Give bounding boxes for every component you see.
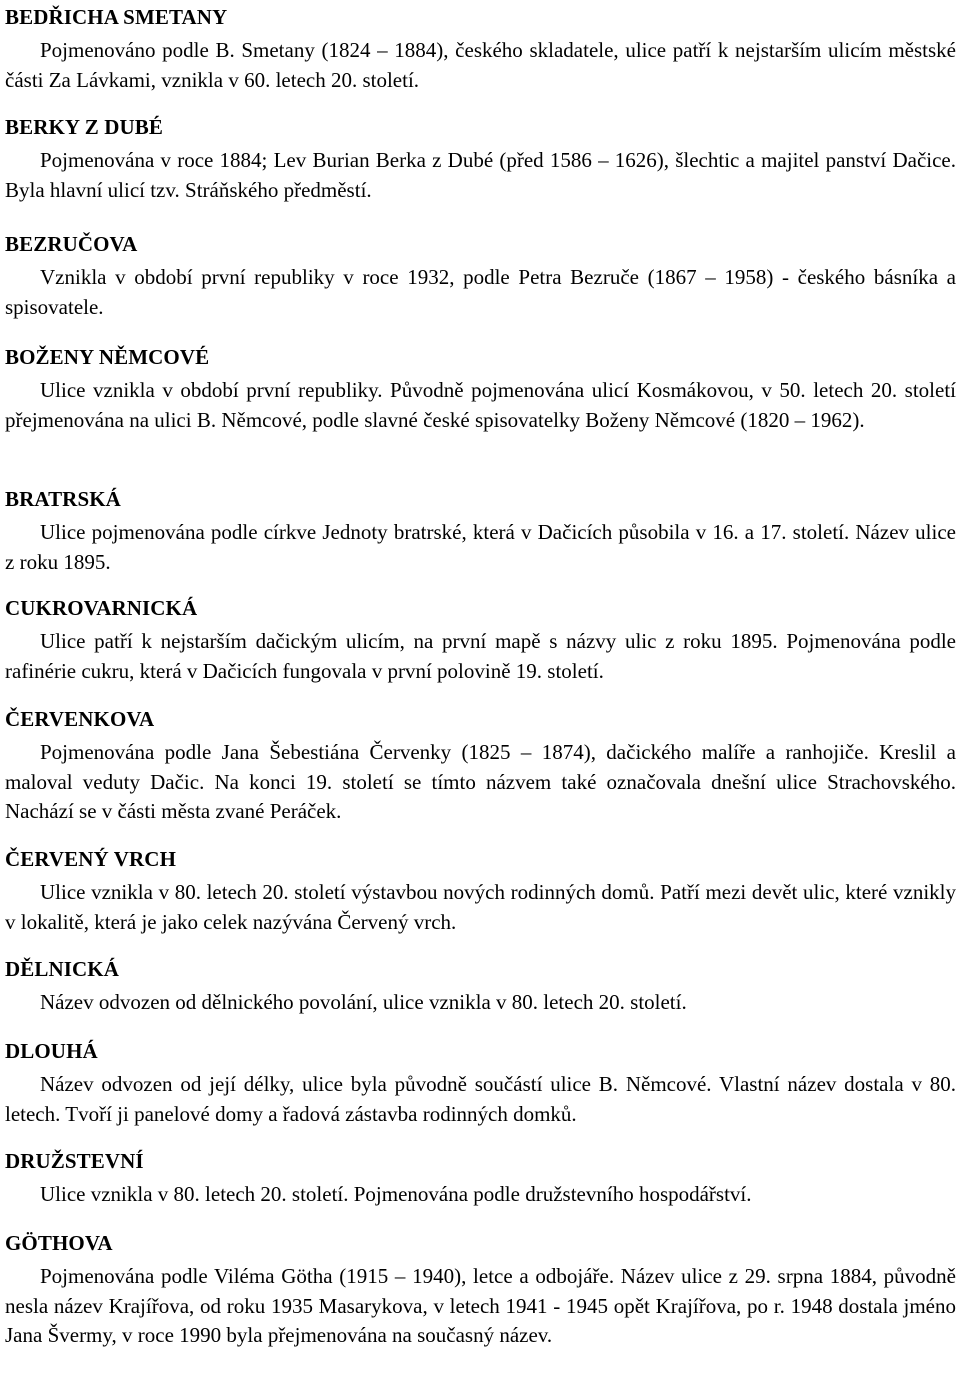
entry-title: BERKY Z DUBÉ (5, 115, 163, 139)
entry-text: Ulice vznikla v 80. letech 20. století výstavbou nových rodinných domů. Patří mezi devět ulic, které vznikly v lokalitě, která je jako celek nazývána Červený vrch. (5, 880, 956, 934)
street-entry-druzstevni (5, 1149, 956, 1210)
entry-text: Pojmenována podle Viléma Götha (1915 – 1940), letce a odbojáře. Název ulice z 29. srpna 1884, původně nesla název Krajířova, od roku 1935 Masarykova, v letech 1941 - 1945 opět Krajířova, po r. 1948 dostala jméno Jana Švermy, v roce 1990 byla přejmenována na současný název. (5, 1264, 956, 1347)
street-entry-delnicka (5, 957, 956, 1018)
street-entry-berky-z-dube (5, 115, 956, 205)
street-entry-bratrska (5, 487, 956, 577)
entry-title: CUKROVARNICKÁ (5, 596, 198, 620)
entry-title: DĚLNICKÁ (5, 957, 119, 981)
entry-text: Pojmenováno podle B. Smetany (1824 – 1884), českého skladatele, ulice patří k nejstarším ulicím městské části Za Lávkami, vznikla v 60. letech 20. století. (5, 38, 956, 92)
entry-title: DRUŽSTEVNÍ (5, 1149, 144, 1173)
street-entry-gothova (5, 1231, 956, 1351)
entry-text: Pojmenována podle Jana Šebestiána Červenky (1825 – 1874), dačického malíře a ranhojiče. Kreslil a maloval veduty Dačic. Na konci 19. století se tímto názvem také označovala dnešní ulice Strachovského. Nachází se v části města zvané Peráček. (5, 740, 956, 823)
entry-text: Ulice patří k nejstarším dačickým ulicím, na první mapě s názvy ulic z roku 1895. Pojmenována podle rafinérie cukru, která v Dačicích fungovala v první polovině 19. století. (5, 629, 956, 683)
entry-title: BOŽENY NĚMCOVÉ (5, 345, 210, 369)
street-entry-cerveny-vrch (5, 847, 956, 937)
street-entry-cervenkova (5, 707, 956, 827)
entry-text: Ulice pojmenována podle církve Jednoty bratrské, která v Dačicích působila v 16. a 17. století. Název ulice z roku 1895. (5, 520, 956, 574)
street-entry-bozeny-nemcove (5, 345, 956, 435)
entry-title: GÖTHOVA (5, 1231, 113, 1255)
street-entry-bezrucova (5, 232, 956, 322)
entry-text: Název odvozen od dělnického povolání, ulice vznikla v 80. letech 20. století. (40, 990, 687, 1014)
street-entry-bedricha-smetany (5, 5, 956, 95)
street-entry-dlouha (5, 1039, 956, 1129)
entry-title: DLOUHÁ (5, 1039, 98, 1063)
entry-text: Název odvozen od její délky, ulice byla původně součástí ulice B. Němcové. Vlastní název dostala v 80. letech. Tvoří ji panelové domy a řadová zástavba rodinných domků. (5, 1072, 956, 1126)
entry-text: Ulice vznikla v období první republiky. Původně pojmenována ulicí Kosmákovou, v 50. letech 20. století přejmenována na ulici B. Němcové, podle slavné české spisovatelky Boženy Němcové (1820 – 1962). (5, 378, 956, 432)
entry-title: BRATRSKÁ (5, 487, 121, 511)
entry-text: Ulice vznikla v 80. letech 20. století. Pojmenována podle družstevního hospodářství. (40, 1182, 752, 1206)
entry-text: Vznikla v období první republiky v roce 1932, podle Petra Bezruče (1867 – 1958) - českého básníka a spisovatele. (5, 265, 956, 319)
street-entry-cukrovarnicka (5, 596, 956, 686)
entry-title: ČERVENÝ VRCH (5, 847, 177, 871)
entry-title: BEDŘICHA SMETANY (5, 5, 228, 29)
entry-text: Pojmenována v roce 1884; Lev Burian Berka z Dubé (před 1586 – 1626), šlechtic a majitel panství Dačice. Byla hlavní ulicí tzv. Stráňského předměstí. (5, 148, 956, 202)
entry-title: ČERVENKOVA (5, 707, 155, 731)
entry-title: BEZRUČOVA (5, 232, 138, 256)
